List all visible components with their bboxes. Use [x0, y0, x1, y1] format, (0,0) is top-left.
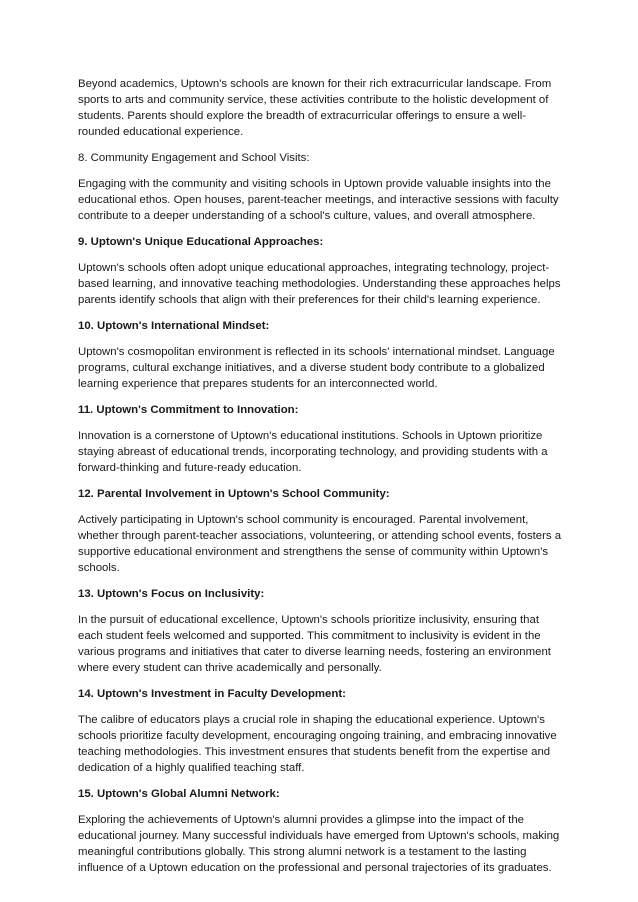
section-heading-11: 11. Uptown's Commitment to Innovation: [78, 404, 299, 416]
section-heading-8: 8. Community Engagement and School Visits: [78, 152, 310, 164]
section-heading-14: 14. Uptown's Investment in Faculty Development: [78, 688, 346, 700]
section-body-10: Uptown's cosmopolitan environment is reflected in its schools' international mindset. Language programs, cultural exchange initiatives, and a diverse student body contribute to a globalized learning experience that prepares students for an interconnected world. [78, 346, 555, 390]
section-body-14: The calibre of educators plays a crucial role in shaping the educational experience. Uptown's schools prioritize faculty development, encouraging ongoing training, and embracing innovative teaching methodologies. This investment ensures that students benefit from the expertise and dedication of a highly qualified teaching staff. [78, 714, 557, 774]
section-body-12: Actively participating in Uptown's school community is encouraged. Parental involvement, whether through parent-teacher associations, volunteering, or attending school events, fosters a supportive educational environment and strengthens the sense of community within Uptown's schools. [78, 514, 562, 574]
section-body-13: In the pursuit of educational excellence, Uptown's schools prioritize inclusivity, ensuring that each student feels welcomed and supported. This commitment to inclusivity is evident in the various programs and initiatives that cater to diverse learning needs, fostering an environment where every student can thrive academically and personally. [78, 614, 551, 674]
section-body-9: Uptown's schools often adopt unique educational approaches, integrating technology, project-based learning, and innovative teaching methodologies. Understanding these approaches helps parents identify schools that align with their preferences for their child's learning experience. [78, 262, 561, 306]
document-page [78, 76, 564, 886]
intro-paragraph: Beyond academics, Uptown's schools are known for their rich extracurricular landscape. From sports to arts and community service, these activities contribute to the holistic development of students. Parents should explore the breadth of extracurricular offerings to ensure a well-rounded educational experience. [78, 78, 552, 138]
section-heading-15: 15. Uptown's Global Alumni Network: [78, 788, 280, 800]
section-heading-9: 9. Uptown's Unique Educational Approaches: [78, 236, 324, 248]
section-body-8: Engaging with the community and visiting schools in Uptown provide valuable insights into the educational ethos. Open houses, parent-teacher meetings, and interactive sessions with faculty contribute to a deeper understanding of a school's culture, values, and overall atmosphere. [78, 178, 559, 222]
section-heading-12: 12. Parental Involvement in Uptown's School Community: [78, 488, 390, 500]
section-body-15: Exploring the achievements of Uptown's alumni provides a glimpse into the impact of the educational journey. Many successful individuals have emerged from Uptown's schools, making meaningful contributions globally. This strong alumni network is a testament to the lasting influence of a Uptown education on the professional and personal trajectories of its graduates. [78, 814, 560, 874]
section-heading-13: 13. Uptown's Focus on Inclusivity: [78, 588, 265, 600]
section-body-11: Innovation is a cornerstone of Uptown's educational institutions. Schools in Uptown prioritize staying abreast of educational trends, incorporating technology, and providing students with a forward-thinking and future-ready education. [78, 430, 548, 474]
section-heading-10: 10. Uptown's International Mindset: [78, 320, 270, 332]
